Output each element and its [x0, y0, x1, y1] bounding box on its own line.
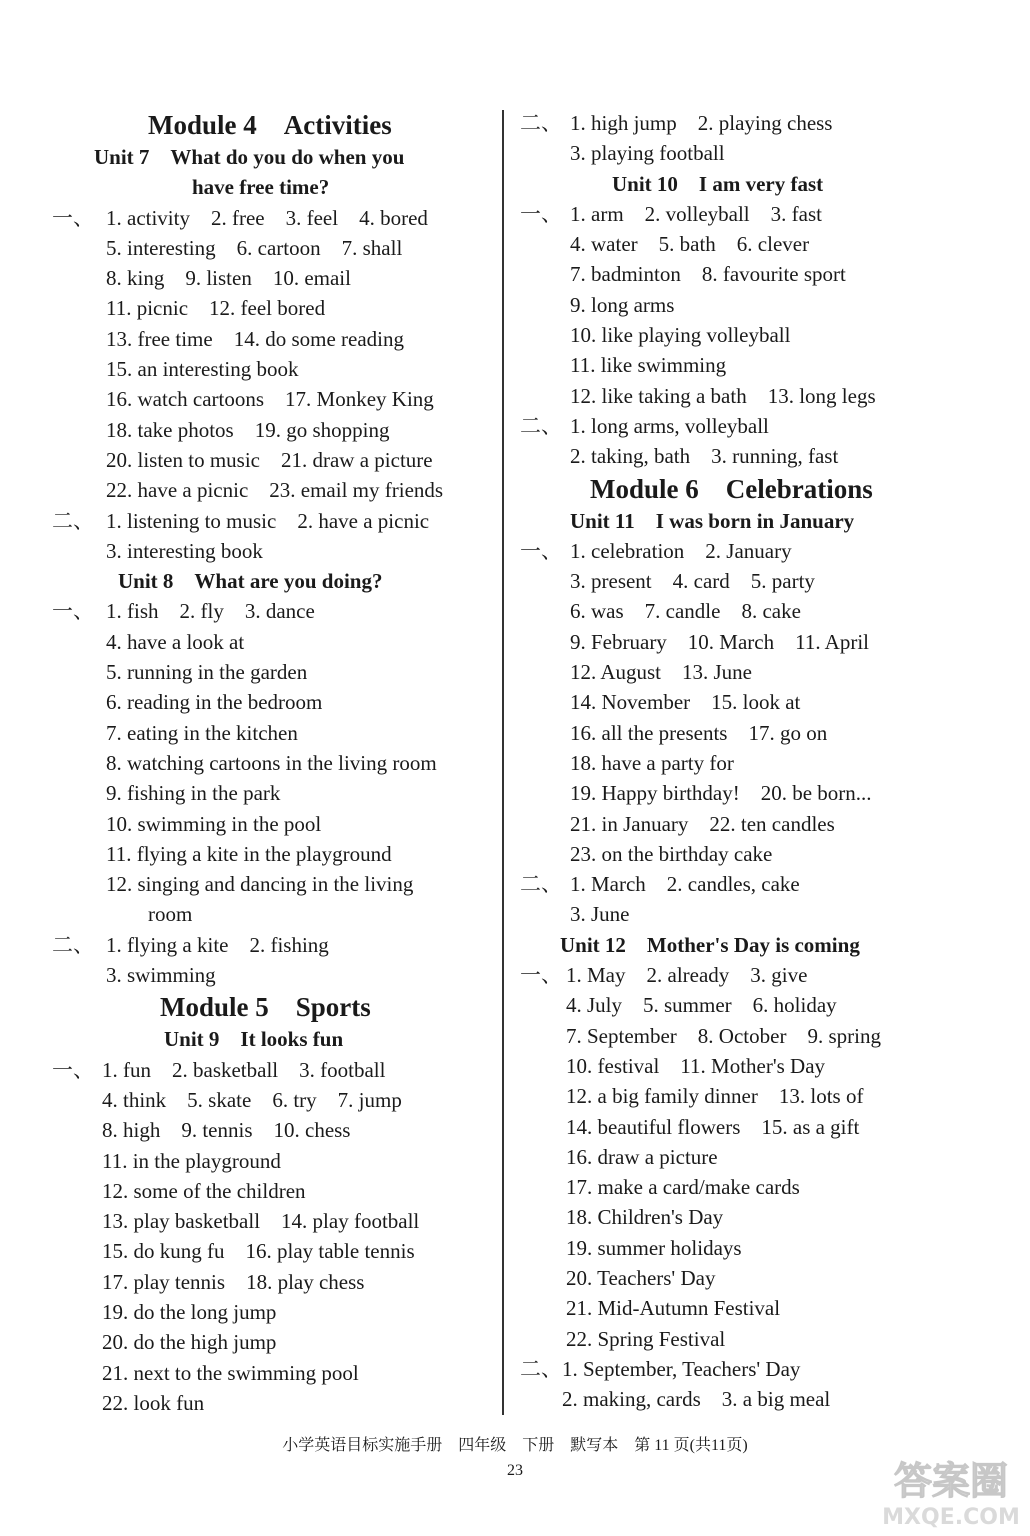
section-marker: 一、 [52, 1057, 94, 1082]
answer-line [520, 108, 950, 138]
answer-text: 1. fun 2. basketball 3. football [102, 1057, 386, 1082]
heading-text: Unit 9 It looks fun [164, 1027, 344, 1052]
answer-line [520, 1112, 950, 1142]
answer-text: 3. playing football [570, 141, 725, 166]
heading-text: Unit 10 I am very fast [612, 171, 824, 196]
answer-text: 11. flying a kite in the playground [106, 841, 392, 866]
answer-text: 3. present 4. card 5. party [570, 569, 815, 594]
answer-text: 10. swimming in the pool [106, 811, 322, 836]
answer-text: 21. in January 22. ten candles [570, 811, 835, 836]
answer-line [52, 415, 500, 445]
unit-heading [52, 172, 500, 202]
answer-line [520, 899, 950, 929]
answer-line [52, 475, 500, 505]
column-divider [502, 110, 504, 1415]
answer-line [52, 960, 500, 990]
answer-line [520, 1172, 950, 1202]
answer-line [520, 1051, 950, 1081]
answer-line [520, 1384, 950, 1414]
answer-text: 1. May 2. already 3. give [566, 963, 808, 988]
answer-text: 21. Mid-Autumn Festival [566, 1296, 781, 1321]
answer-line [52, 1055, 500, 1085]
answer-text: 8. king 9. listen 10. email [106, 266, 351, 291]
answer-line [52, 203, 500, 233]
answer-text: 4. have a look at [106, 629, 245, 654]
answer-text: 7. badminton 8. favourite sport [570, 262, 846, 287]
answer-text: 2. making, cards 3. a big meal [562, 1387, 831, 1412]
answer-line [520, 718, 950, 748]
answer-line [520, 1263, 950, 1293]
answer-line [520, 381, 950, 411]
heading-text: Module 6 Celebrations [590, 473, 873, 504]
answer-line [52, 1146, 500, 1176]
answer-line [52, 657, 500, 687]
answer-line [520, 1354, 950, 1384]
answer-text: 15. do kung fu 16. play table tennis [102, 1239, 415, 1264]
answer-line [52, 778, 500, 808]
answer-text: 22. have a picnic 23. email my friends [106, 478, 444, 503]
answer-line [520, 687, 950, 717]
answer-line [52, 536, 500, 566]
answer-text: 9. long arms [570, 292, 675, 317]
answer-line [520, 748, 950, 778]
answer-text: 1. arm 2. volleyball 3. fast [570, 201, 822, 226]
answer-line [52, 899, 500, 929]
answer-line [520, 138, 950, 168]
answer-line [52, 293, 500, 323]
answer-text: 11. like swimming [570, 353, 727, 378]
answer-text: 18. have a party for [570, 750, 734, 775]
left-column [52, 108, 500, 1418]
answer-line [520, 259, 950, 289]
heading-text: Unit 12 Mother's Day is coming [560, 932, 860, 957]
unit-heading [52, 142, 500, 172]
answer-line [52, 809, 500, 839]
answer-line [520, 1142, 950, 1172]
answer-text: 17. make a card/make cards [566, 1175, 800, 1200]
answer-line [52, 1206, 500, 1236]
answer-line [52, 1267, 500, 1297]
page-number: 23 [507, 1462, 523, 1479]
answer-line [52, 1297, 500, 1327]
heading-text: Unit 7 What do you do when you [94, 145, 405, 169]
answer-line [52, 324, 500, 354]
answer-line [520, 1021, 950, 1051]
answer-text: 6. was 7. candle 8. cake [570, 599, 801, 624]
answer-line [520, 809, 950, 839]
answer-line [52, 1236, 500, 1266]
answer-text: room [148, 902, 193, 927]
answer-text: 1. March 2. candles, cake [570, 872, 800, 897]
answer-text: 9. fishing in the park [106, 781, 281, 806]
answer-text: 1. activity 2. free 3. feel 4. bored [106, 205, 428, 230]
heading-text: Module 5 Sports [160, 992, 371, 1023]
answer-line [520, 411, 950, 441]
answer-line [52, 1327, 500, 1357]
answer-line [520, 441, 950, 471]
answer-text: 16. watch cartoons 17. Monkey King [106, 387, 434, 412]
answer-text: 7. eating in the kitchen [106, 720, 298, 745]
unit-heading [520, 506, 950, 536]
answer-line [52, 1115, 500, 1145]
answer-line [52, 627, 500, 657]
answer-text: 1. listening to music 2. have a picnic [106, 508, 430, 533]
answer-line [520, 536, 950, 566]
answer-text: 4. water 5. bath 6. clever [570, 232, 810, 257]
answer-text: 12. like taking a bath 13. long legs [570, 383, 876, 408]
answer-line [52, 718, 500, 748]
answer-text: 8. watching cartoons in the living room [106, 750, 437, 775]
answer-line [520, 839, 950, 869]
answer-text: 9. February 10. March 11. April [570, 629, 870, 654]
module-heading [520, 472, 950, 506]
answer-line [52, 869, 500, 899]
answer-line [520, 566, 950, 596]
answer-text: 11. in the playground [102, 1148, 281, 1173]
answer-line [520, 869, 950, 899]
answer-line [520, 990, 950, 1020]
unit-heading [520, 930, 950, 960]
answer-line [52, 596, 500, 626]
heading-text: have free time? [192, 175, 330, 200]
answer-text: 19. Happy birthday! 20. be born... [570, 781, 872, 806]
answer-text: 1. long arms, volleyball [570, 413, 769, 438]
answer-text: 3. June [570, 902, 630, 927]
answer-line [52, 839, 500, 869]
section-marker: 一、 [52, 205, 94, 230]
answer-text: 22. Spring Festival [566, 1326, 726, 1351]
answer-line [52, 1358, 500, 1388]
answer-text: 6. reading in the bedroom [106, 690, 323, 715]
answer-line [520, 1233, 950, 1263]
answer-line [52, 1176, 500, 1206]
answer-text: 23. on the birthday cake [570, 841, 773, 866]
answer-text: 5. interesting 6. cartoon 7. shall [106, 235, 403, 260]
answer-line [52, 233, 500, 263]
section-marker: 二、 [52, 508, 94, 533]
answer-text: 19. summer holidays [566, 1235, 742, 1260]
answer-text: 18. take photos 19. go shopping [106, 417, 390, 442]
answer-text: 16. all the presents 17. go on [570, 720, 828, 745]
unit-heading [52, 566, 500, 596]
answer-text: 3. interesting book [106, 538, 263, 563]
answer-text: 10. like playing volleyball [570, 323, 791, 348]
answer-text: 1. celebration 2. January [570, 538, 792, 563]
section-marker: 二、 [520, 111, 562, 135]
answer-text: 12. some of the children [102, 1178, 306, 1203]
answer-line [520, 1202, 950, 1232]
section-marker: 二、 [520, 872, 562, 897]
answer-line [520, 596, 950, 626]
heading-text: Unit 11 I was born in January [570, 508, 855, 533]
answer-text: 7. September 8. October 9. spring [566, 1023, 881, 1048]
module-heading [52, 990, 500, 1024]
answer-line [520, 627, 950, 657]
answer-text: 1. flying a kite 2. fishing [106, 932, 329, 957]
watermark-site-text: MXQE.COM [882, 1505, 1020, 1530]
answer-line [52, 687, 500, 717]
answer-text: 19. do the long jump [102, 1299, 277, 1324]
answer-text: 12. August 13. June [570, 660, 753, 685]
answer-line [520, 229, 950, 259]
watermark-logo-text: 答案圈 [893, 1459, 1009, 1503]
answer-text: 4. July 5. summer 6. holiday [566, 993, 837, 1018]
answer-line [520, 350, 950, 380]
answer-line [52, 748, 500, 778]
footer-book-info: 小学英语目标实施手册 四年级 下册 默写本 第 11 页(共11页) [282, 1437, 748, 1454]
answer-line [52, 384, 500, 414]
answer-line [520, 199, 950, 229]
answer-text: 1. high jump 2. playing chess [570, 111, 833, 135]
answer-text: 10. festival 11. Mother's Day [566, 1053, 826, 1078]
heading-text: Unit 8 What are you doing? [118, 569, 383, 594]
answer-line [52, 354, 500, 384]
answer-line [52, 930, 500, 960]
answer-text: 11. picnic 12. feel bored [106, 296, 326, 321]
right-column [520, 108, 950, 1414]
answer-text: 3. swimming [106, 963, 216, 988]
answer-text: 5. running in the garden [106, 660, 308, 685]
answer-text: 12. singing and dancing in the living [106, 872, 414, 897]
section-marker: 二、 [52, 932, 94, 957]
answer-text: 15. an interesting book [106, 357, 299, 382]
heading-text: Module 4 Activities [148, 110, 392, 140]
answer-text: 16. draw a picture [566, 1144, 718, 1169]
answer-text: 4. think 5. skate 6. try 7. jump [102, 1087, 402, 1112]
answer-line [520, 1293, 950, 1323]
answer-text: 20. listen to music 21. draw a picture [106, 447, 433, 472]
answer-text: 17. play tennis 18. play chess [102, 1269, 365, 1294]
section-marker: 一、 [520, 963, 562, 988]
answer-text: 22. look fun [102, 1390, 205, 1415]
answer-text: 13. free time 14. do some reading [106, 326, 404, 351]
unit-heading [520, 169, 950, 199]
answer-line [520, 290, 950, 320]
answer-text: 2. taking, bath 3. running, fast [570, 444, 839, 469]
answer-line [520, 657, 950, 687]
watermark-logo [880, 1446, 1022, 1532]
module-heading [52, 108, 500, 142]
answer-text: 18. Children's Day [566, 1205, 724, 1230]
section-marker: 一、 [52, 599, 94, 624]
answer-text: 13. play basketball 14. play football [102, 1209, 420, 1234]
answer-line [52, 263, 500, 293]
answer-text: 20. do the high jump [102, 1330, 277, 1355]
answer-line [520, 1081, 950, 1111]
answer-line [52, 1085, 500, 1115]
section-marker: 一、 [520, 201, 562, 226]
section-marker: 一、 [520, 538, 562, 563]
answer-text: 20. Teachers' Day [566, 1265, 716, 1290]
unit-heading [52, 1024, 500, 1054]
answer-line [52, 1388, 500, 1418]
answer-line [520, 960, 950, 990]
answer-line [52, 445, 500, 475]
answer-line [520, 320, 950, 350]
section-marker: 二、 [520, 413, 562, 438]
answer-text: 12. a big family dinner 13. lots of [566, 1084, 864, 1109]
section-marker: 二、 [520, 1356, 562, 1381]
answer-text: 1. fish 2. fly 3. dance [106, 599, 315, 624]
answer-line [520, 778, 950, 808]
answer-text: 14. beautiful flowers 15. as a gift [566, 1114, 860, 1139]
answer-line [520, 1324, 950, 1354]
answer-text: 1. September, Teachers' Day [562, 1356, 801, 1381]
answer-text: 8. high 9. tennis 10. chess [102, 1118, 351, 1143]
answer-line [52, 506, 500, 536]
answer-text: 14. November 15. look at [570, 690, 801, 715]
answer-text: 21. next to the swimming pool [102, 1360, 359, 1385]
